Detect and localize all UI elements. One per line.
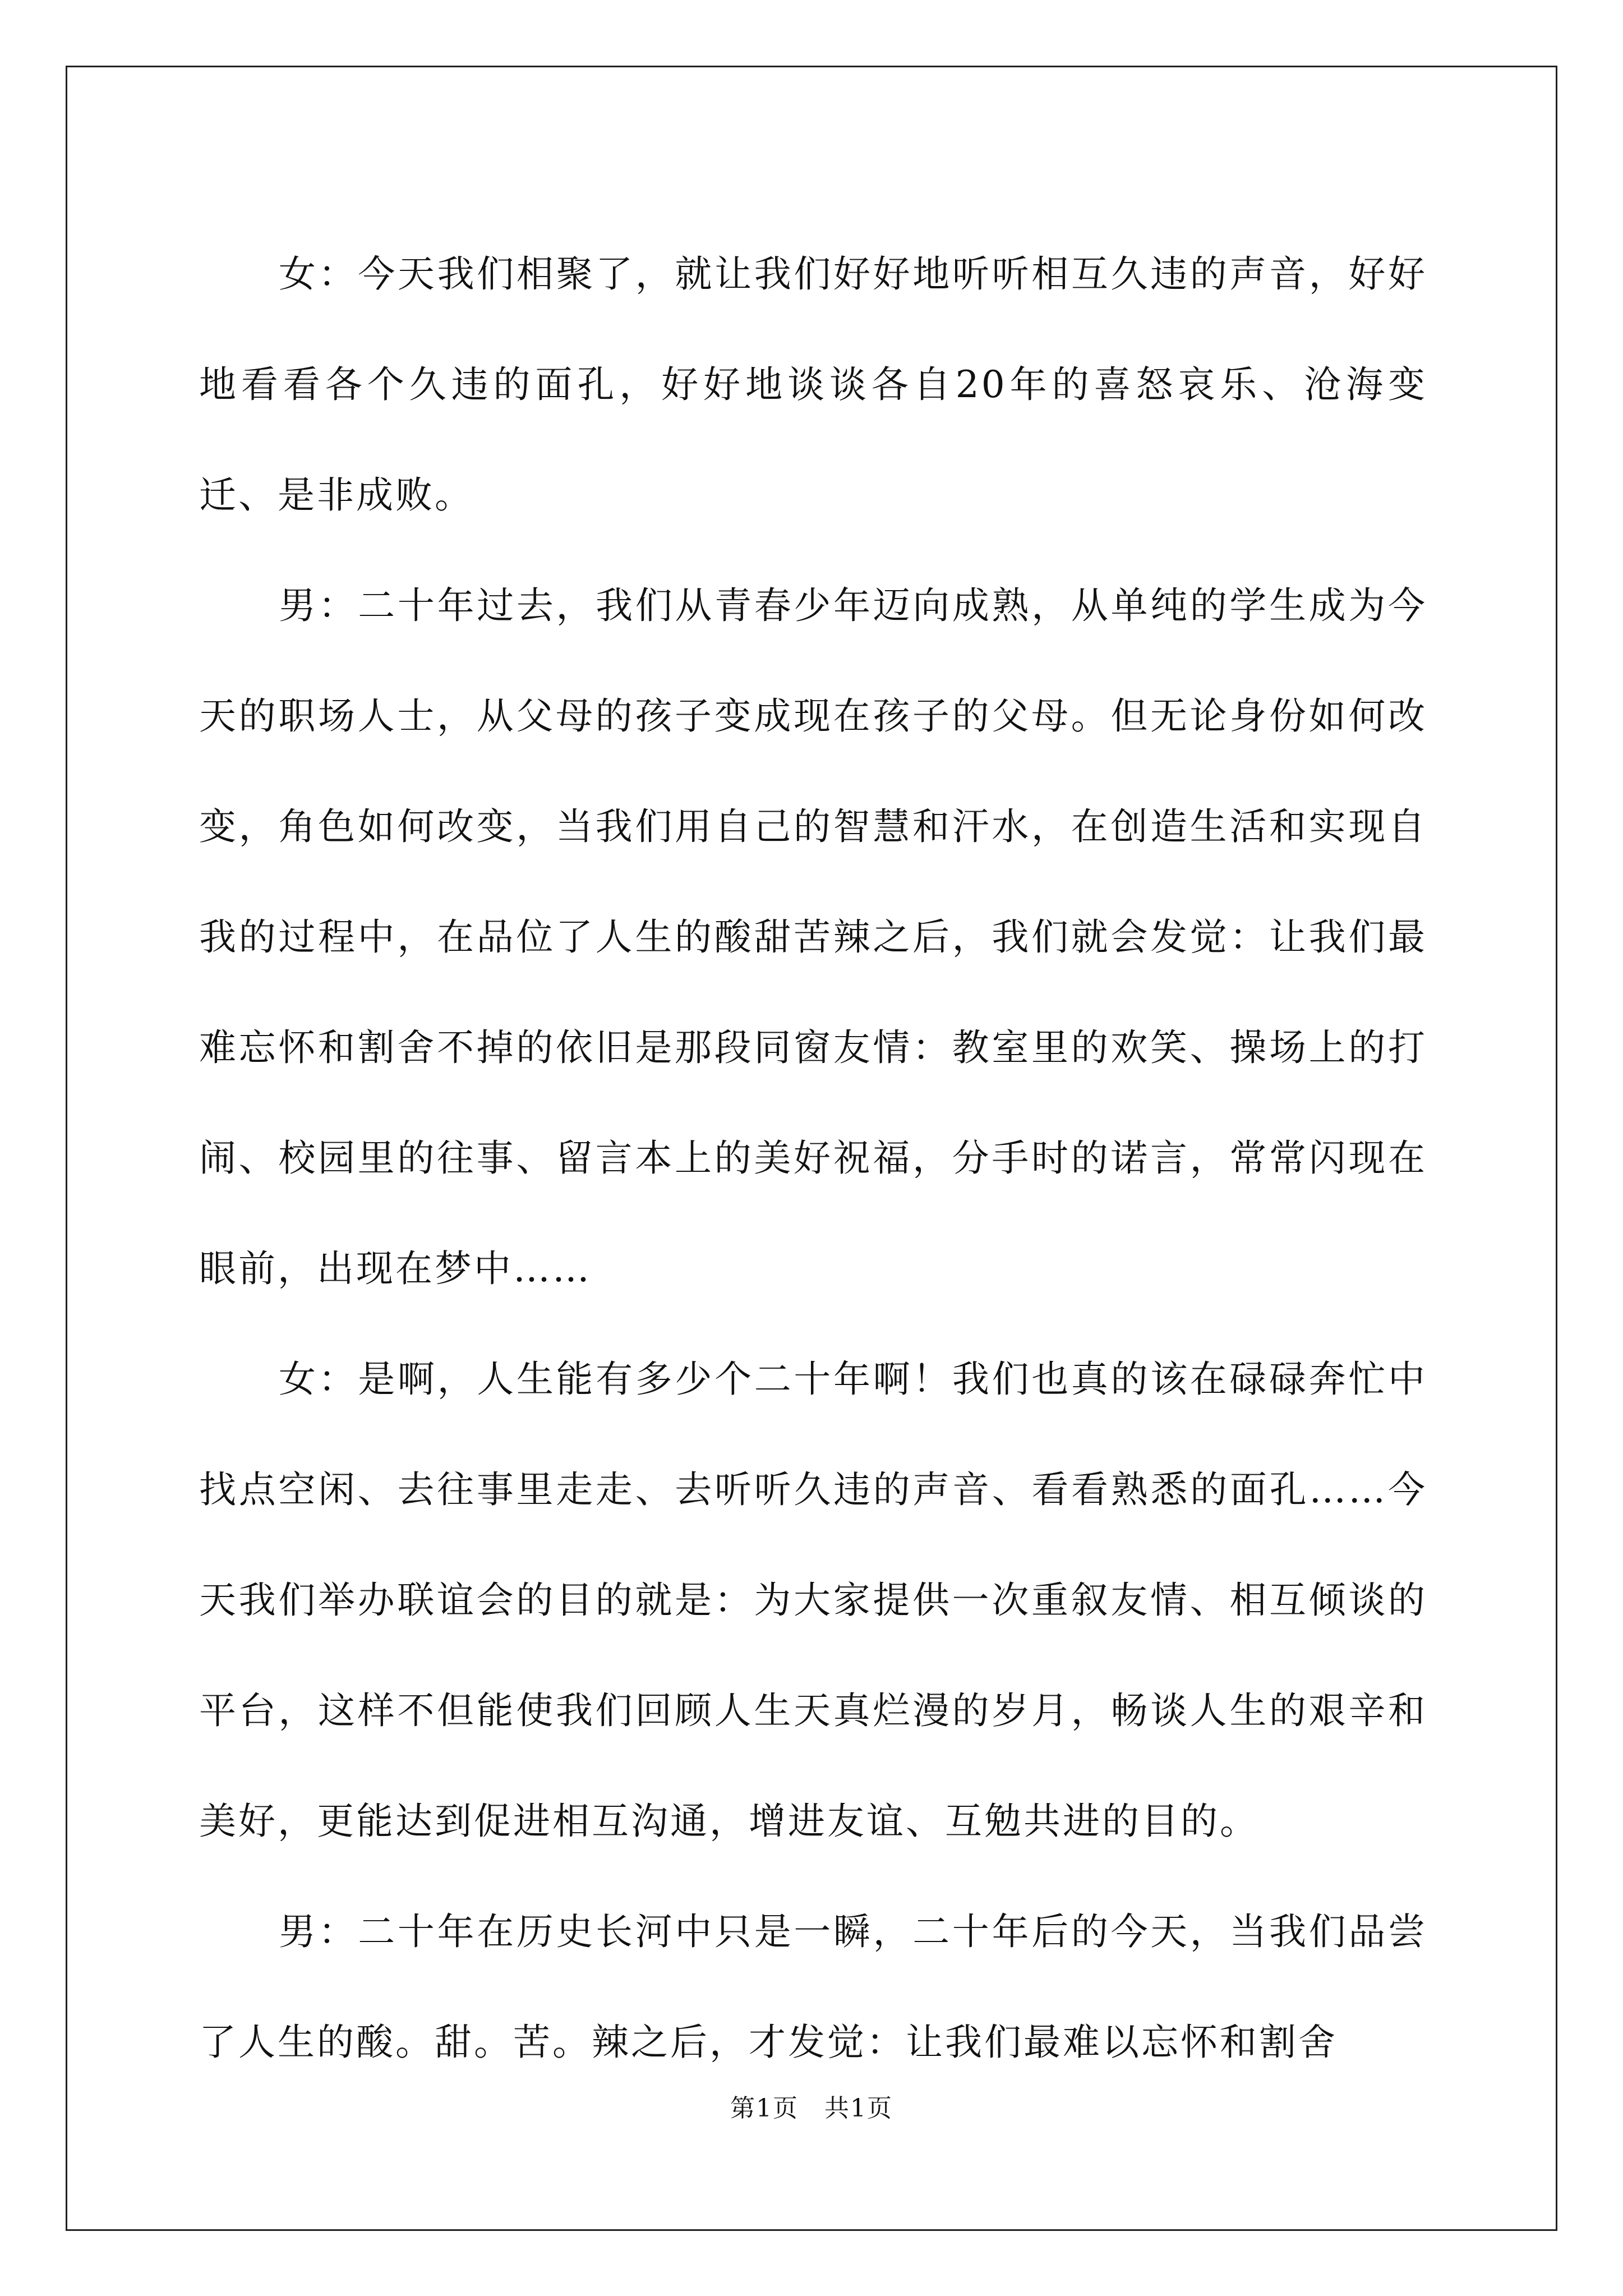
page-number-footer: 第1页 共1页 bbox=[730, 2094, 893, 2123]
paragraph-3: 女：是啊，人生能有多少个二十年啊！我们也真的该在碌碌奔忙中找点空闲、去往事里走走、去听听久违的声音、看看熟悉的面孔……今天我们举办联谊会的目的就是：为大家提供一次重叙友情、相互倾谈的平台，这样不但能使我们回顾人生天真烂漫的岁月，畅谈人生的艰辛和美好，更能达到促进相互沟通，增进友谊、互勉共进的目的。 bbox=[199, 1358, 1427, 1843]
paragraph-2: 男：二十年过去，我们从青春少年迈向成熟，从单纯的学生成为今天的职场人士，从父母的孩子变成现在孩子的父母。但无论身份如何改变，角色如何改变，当我们用自己的智慧和汗水，在创造生活和实现自我的过程中，在品位了人生的酸甜苦辣之后，我们就会发觉：让我们最难忘怀和割舍不掉的依旧是那段同窗友情：教室里的欢笑、操场上的打闹、校园里的往事、留言本上的美好祝福，分手时的诺言，常常闪现在眼前，出现在梦中…… bbox=[199, 584, 1427, 1290]
document-body bbox=[199, 219, 1427, 2097]
paragraph-1: 女：今天我们相聚了，就让我们好好地听听相互久违的声音，好好地看看各个久违的面孔，好好地谈谈各自20年的喜怒哀乐、沧海变迁、是非成败。 bbox=[199, 252, 1427, 517]
paragraph-4: 男：二十年在历史长河中只是一瞬，二十年后的今天，当我们品尝了人生的酸。甜。苦。辣之后，才发觉：让我们最难以忘怀和割舍 bbox=[199, 1910, 1427, 2064]
